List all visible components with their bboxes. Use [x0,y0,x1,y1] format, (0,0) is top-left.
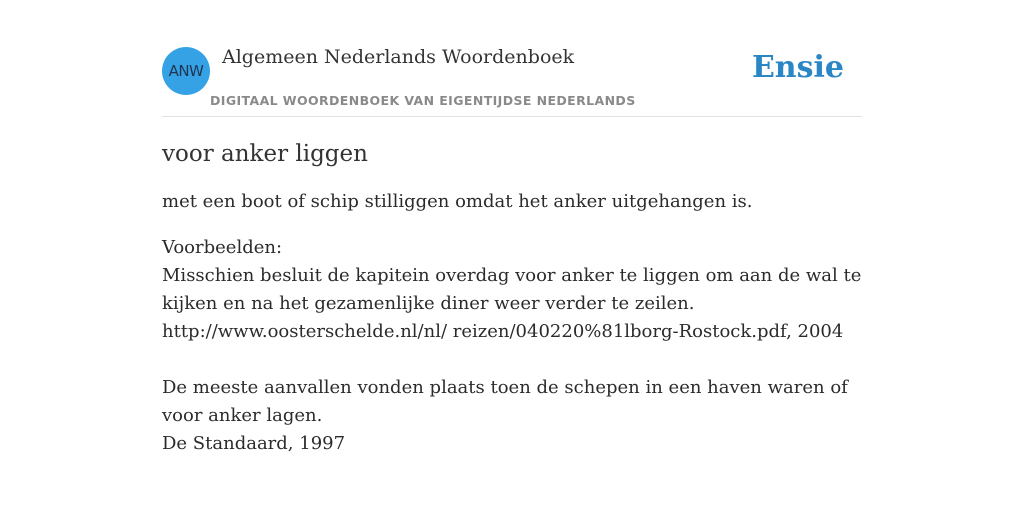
site-title[interactable]: Algemeen Nederlands Woordenboek [222,46,575,68]
ensie-brand-logo[interactable]: Ensie [751,50,844,85]
example-text: Misschien besluit de kapitein overdag voor anker te liggen om aan de wal te kijken en na het gezamenlijke diner weer verder te zeilen. [162,265,862,314]
site-subtitle: DIGITAAL WOORDENBOEK VAN EIGENTIJDSE NEDERLANDS [210,93,636,108]
example-item [162,262,862,346]
example-text: De meeste aanvallen vonden plaats toen de schepen in een haven waren of voor anker lagen. [162,377,848,426]
entry-term: voor anker liggen [162,141,368,167]
example-source: http://www.oosterschelde.nl/nl/ reizen/040220%81lborg-Rostock.pdf, 2004 [162,321,844,342]
entry-content [162,138,862,486]
examples-section [162,234,862,458]
examples-label: Voorbeelden: [162,237,283,258]
example-source: De Standaard, 1997 [162,433,346,454]
example-item [162,374,862,458]
entry-definition: met een boot of schip stilliggen omdat het anker uitgehangen is. [162,191,753,212]
site-header [162,40,862,117]
anw-logo[interactable]: ANW [162,47,210,95]
